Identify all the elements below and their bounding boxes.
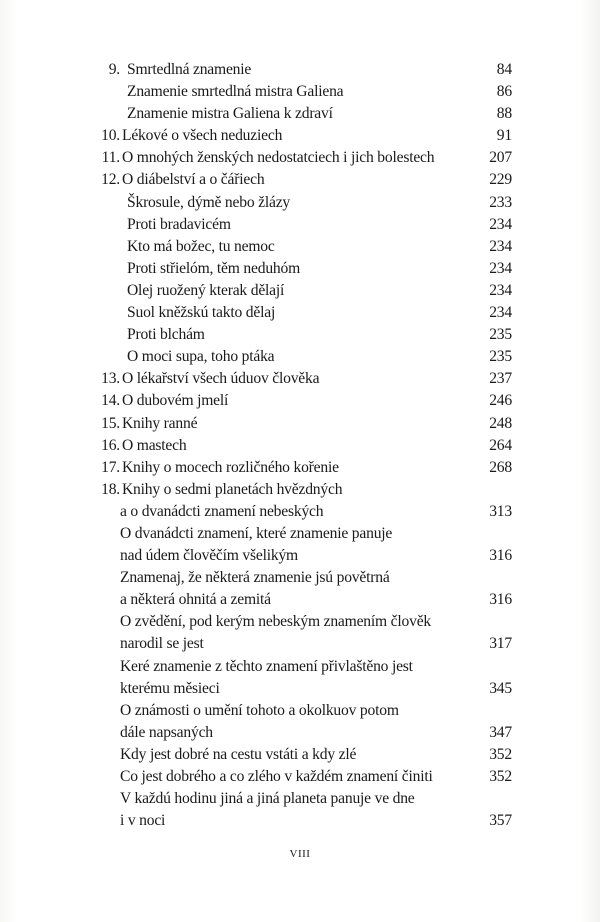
entry-title: nad údem člověčím všelikým: [120, 547, 298, 565]
toc-entry: [0, 390, 600, 412]
chapter-number: 16.: [101, 436, 120, 454]
entry-page-number: 313: [489, 502, 512, 520]
toc-entry: [0, 611, 600, 633]
entry-title: Škrosule, dýmě nebo žlázy: [127, 193, 291, 211]
toc-entry: [0, 656, 600, 678]
entry-title: O dubovém jmelí: [122, 392, 229, 410]
entry-title: i v noci: [120, 812, 166, 830]
entry-page-number: 234: [489, 237, 512, 255]
entry-page-number: 86: [496, 83, 512, 101]
toc-entry: [0, 413, 600, 435]
entry-title: V každú hodinu jiná a jiná planeta panuje ve dne: [120, 790, 415, 808]
toc-entry: [0, 435, 600, 457]
entry-title: Co jest dobrého a co zlého v každém znamení činiti: [120, 768, 433, 785]
entry-title: O diábelství a o čářiech: [122, 171, 265, 189]
toc-entry: [0, 280, 600, 302]
entry-page-number: 235: [489, 348, 512, 366]
toc-entry: [0, 192, 600, 214]
toc-entry: [0, 479, 600, 501]
entry-title: narodil se jest: [120, 635, 204, 653]
toc-entry: [0, 324, 600, 346]
entry-page-number: 229: [489, 171, 512, 189]
toc-entry: [0, 810, 600, 832]
entry-page-number: 246: [489, 392, 512, 410]
toc-entry: [0, 103, 600, 125]
entry-page-number: 264: [489, 436, 512, 454]
entry-page-number: 234: [489, 259, 512, 277]
entry-page-number: 88: [496, 105, 512, 123]
entry-title: a některá ohnitá a zemitá: [120, 591, 271, 609]
toc-entry: [0, 788, 600, 810]
entry-title: Suol kněžskú takto dělaj: [127, 304, 276, 322]
entry-title: Kdy jest dobré na cestu vstáti a kdy zlé: [120, 745, 357, 763]
chapter-number: 13.: [101, 370, 120, 388]
toc-entry: [0, 214, 600, 236]
entry-title: Olej ruožený kterak dělají: [127, 281, 285, 299]
entry-page-number: 352: [489, 745, 512, 763]
entry-title: Proti střielóm, těm neduhóm: [127, 259, 301, 277]
entry-page-number: 234: [489, 281, 512, 299]
toc-entry: [0, 633, 600, 655]
toc-entry: [0, 147, 600, 169]
entry-title: Znamenaj, že některá znamenie jsú povětrná: [120, 569, 390, 587]
toc-entry: [0, 700, 600, 722]
chapter-number: 10.: [101, 127, 120, 145]
chapter-number: 14.: [101, 392, 120, 410]
toc-entry: [0, 678, 600, 700]
entry-page-number: 352: [489, 768, 512, 785]
toc-entry: [0, 523, 600, 545]
entry-page-number: 237: [489, 370, 512, 388]
chapter-number: 17.: [101, 458, 120, 476]
entry-page-number: 347: [489, 723, 512, 741]
entry-title: O mnohých ženských nedostatciech i jich bolestech: [122, 149, 435, 167]
table-of-contents: [0, 59, 600, 832]
entry-title: O známosti o umění tohoto a okolkuov potom: [120, 701, 399, 719]
entry-page-number: 268: [489, 458, 512, 476]
entry-title: Proti blchám: [127, 326, 205, 344]
chapter-number: 18.: [101, 480, 120, 498]
entry-page-number: 317: [489, 635, 512, 653]
chapter-number: 15.: [101, 414, 120, 432]
chapter-number: 12.: [101, 171, 120, 189]
entry-title: a o dvanádcti znamení nebeských: [120, 502, 324, 520]
entry-page-number: 316: [489, 591, 512, 609]
entry-title: Keré znamenie z těchto znamení přivlaštěno jest: [120, 657, 413, 675]
toc-entry: [0, 368, 600, 390]
page-number-roman: VIII: [289, 848, 311, 860]
entry-page-number: 91: [496, 127, 512, 145]
toc-entry: [0, 302, 600, 324]
entry-page-number: 234: [489, 304, 512, 322]
entry-title: Knihy o mocech rozličného kořenie: [122, 458, 339, 476]
toc-entry: [0, 567, 600, 589]
toc-entry: [0, 346, 600, 368]
entry-page-number: 316: [489, 547, 512, 565]
toc-entry: [0, 169, 600, 191]
toc-entry: [0, 81, 600, 103]
entry-title: O lékařství všech úduov člověka: [122, 370, 320, 388]
entry-page-number: 345: [489, 679, 512, 697]
toc-entry: [0, 501, 600, 523]
toc-entry: [0, 125, 600, 147]
entry-title: Znamenie mistra Galiena k zdraví: [127, 105, 333, 123]
entry-title: Smrtedlná znamenie: [127, 61, 252, 78]
entry-title: O dvanádcti znamení, které znamenie panuje: [120, 524, 393, 542]
toc-entry: [0, 258, 600, 280]
toc-entry: [0, 722, 600, 744]
entry-title: Proti bradavicém: [127, 215, 231, 233]
entry-page-number: 233: [489, 193, 512, 211]
entry-page-number: 248: [489, 414, 512, 432]
toc-entry: [0, 59, 600, 81]
entry-title: O mastech: [122, 436, 187, 454]
entry-page-number: 84: [496, 61, 512, 78]
toc-entry: [0, 766, 600, 788]
toc-entry: [0, 457, 600, 479]
entry-page-number: 357: [489, 812, 512, 830]
entry-title: Kto má božec, tu nemoc: [127, 237, 275, 255]
chapter-number: 9.: [108, 61, 120, 78]
entry-title: kterému měsieci: [120, 679, 220, 697]
entry-title: Knihy o sedmi planetách hvězdných: [122, 480, 343, 498]
toc-entry: [0, 236, 600, 258]
entry-title: dále napsaných: [120, 723, 213, 741]
entry-title: O moci supa, toho ptáka: [127, 348, 275, 366]
entry-page-number: 207: [489, 149, 512, 167]
entry-page-number: 235: [489, 326, 512, 344]
entry-title: Lékové o všech neduziech: [122, 127, 283, 145]
entry-title: O zvědění, pod kerým nebeským znamením člověk: [120, 613, 432, 631]
toc-entry: [0, 545, 600, 567]
chapter-number: 11.: [101, 149, 120, 167]
entry-title: Knihy ranné: [122, 414, 198, 432]
toc-entry: [0, 744, 600, 766]
entry-title: Znamenie smrtedlná mistra Galiena: [127, 83, 344, 101]
toc-entry: [0, 589, 600, 611]
entry-page-number: 234: [489, 215, 512, 233]
